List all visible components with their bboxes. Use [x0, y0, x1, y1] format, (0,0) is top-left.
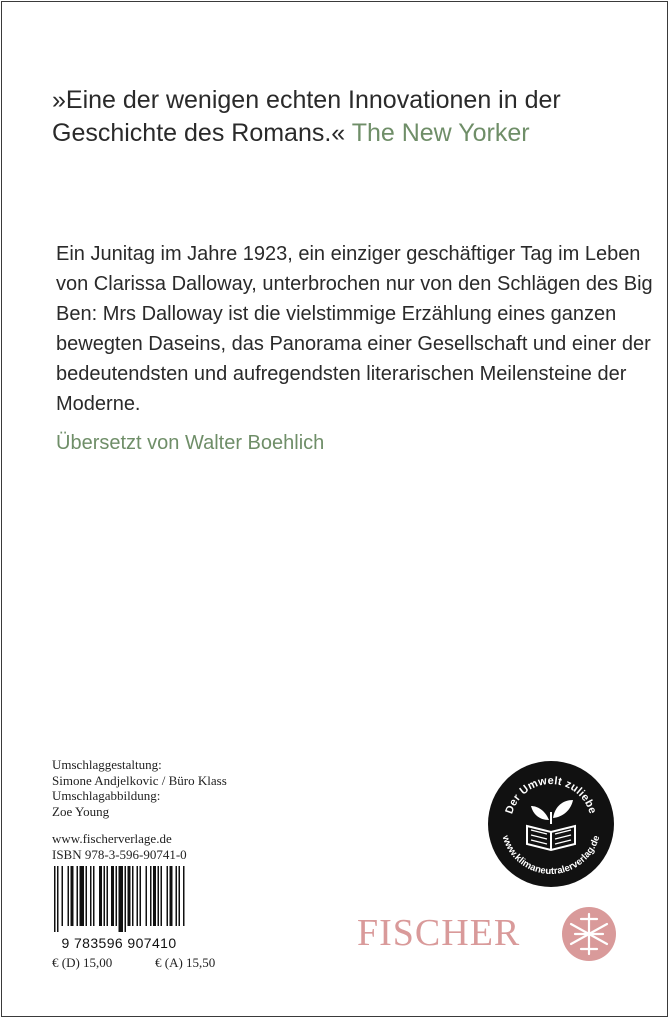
quote-source: The New Yorker — [351, 119, 530, 147]
price-germany: € (D) 15,00 — [52, 955, 113, 970]
barcode-bar — [80, 866, 85, 926]
translator-credit: Übersetzt von Walter Boehlich — [56, 432, 325, 454]
barcode-bar — [111, 866, 114, 926]
barcode-bar — [183, 866, 185, 926]
barcode-bar — [153, 866, 156, 926]
cover-design-value: Simone Andjelkovic / Büro Klass — [52, 772, 227, 788]
price-austria: € (A) 15,50 — [155, 955, 216, 970]
barcode-bar — [146, 866, 148, 926]
barcode-bar — [54, 866, 56, 932]
barcode-bar — [62, 866, 64, 926]
barcode-bar — [128, 866, 131, 926]
barcode-bar — [68, 866, 70, 926]
credits-block — [52, 757, 227, 862]
quote-text: »Eine der wenigen echten Innovationen in der Geschichte des Romans.« — [52, 86, 561, 147]
badge-bottom-text: www.klimaneutralerverlag.de — [499, 834, 603, 878]
barcode-bar — [170, 866, 173, 926]
barcode-bar — [86, 866, 88, 926]
barcode-bar — [125, 866, 127, 932]
barcode-bar — [77, 866, 79, 926]
barcode-bar — [140, 866, 142, 926]
barcode-bar — [71, 866, 74, 926]
press-quote — [52, 84, 652, 150]
barcode-bar — [90, 866, 92, 926]
cover-design-label: Umschlaggestaltung: — [52, 757, 162, 772]
publisher-website: www.fischerverlage.de — [52, 831, 172, 846]
barcode-bar — [161, 866, 163, 926]
badge-top-text: Der Umwelt zuliebe — [503, 774, 599, 816]
barcode-digits: 9 783596 907410 — [61, 935, 177, 951]
barcode-bar — [93, 866, 95, 926]
barcode-bar — [104, 866, 106, 926]
barcode-bar — [179, 866, 181, 926]
book-blurb: Ein Junitag im Jahre 1923, ein einziger geschäftiger Tag im Leben von Clarissa Dalloway, unterbrochen nur von den Schlägen des Big Ben: Mrs Dalloway ist die vielstimmige Erzählung eines ganzen bewegten Daseins, das Panorama einer Gesellschaft und einer der bedeutendsten und aufregendsten literarischen Meilensteine der Moderne. — [56, 243, 653, 415]
barcode-bar — [176, 866, 178, 926]
isbn-barcode — [50, 866, 190, 938]
barcode-bar — [99, 866, 102, 926]
barcode-bar — [132, 866, 134, 926]
barcode-bar — [137, 866, 139, 926]
barcode-bar — [107, 866, 109, 926]
barcode-bar — [167, 866, 169, 926]
barcode-bar — [158, 866, 160, 926]
barcode-bar — [116, 866, 118, 926]
barcode-bar — [57, 866, 59, 932]
fischer-logo-icon — [561, 906, 617, 962]
barcode-bar — [119, 866, 124, 932]
cover-image-value: Zoe Young — [52, 803, 110, 819]
isbn-text: ISBN 978-3-596-90741-0 — [52, 846, 187, 862]
climate-neutral-badge — [487, 760, 615, 888]
publisher-name: FISCHER — [357, 912, 521, 954]
barcode-bar — [150, 866, 152, 926]
cover-image-label: Umschlagabbildung: — [52, 788, 161, 803]
